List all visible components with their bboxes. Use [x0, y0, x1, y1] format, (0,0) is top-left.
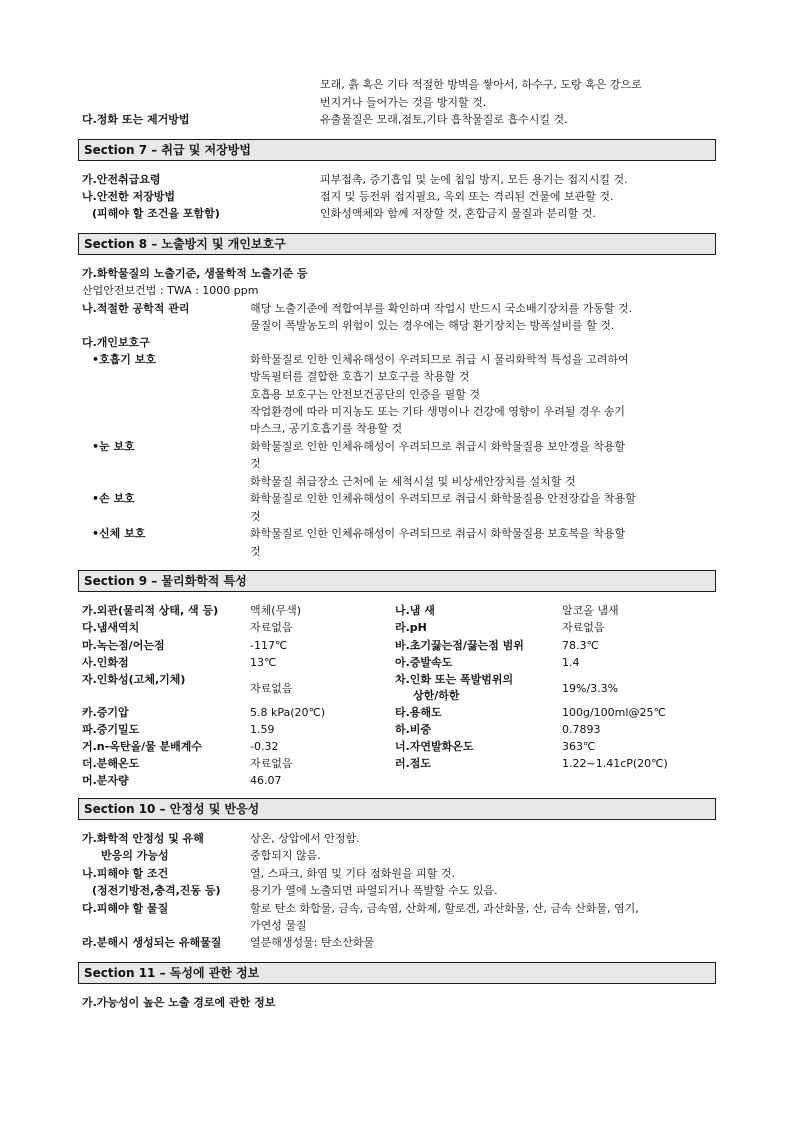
stability-text-2: 중합되지 않음. — [250, 849, 321, 862]
section-9-header: Section 9 – 물리화학적 특성 — [78, 570, 716, 592]
property-value: 19%/3.3% — [562, 682, 619, 695]
hand-text-1: 화학물질로 인한 인체유해성이 우려되므로 취급시 화학물질용 안전장갑을 착용할 — [250, 492, 636, 505]
stability-label-continued: 반응의 가능성 — [101, 849, 169, 862]
property-label: 머.분자량 — [82, 774, 129, 787]
respiratory-text-3: 호흡용 보호구는 안전보건공단의 인증을 필할 것 — [250, 388, 481, 401]
property-value: 1.22~1.41cP(20℃) — [562, 757, 668, 770]
property-label: 가.외관(물리적 상태, 색 등) — [82, 604, 219, 617]
section-11-header: Section 11 – 독성에 관한 정보 — [78, 962, 716, 984]
decomposition-products-text: 열분해생성물: 탄소산화물 — [250, 936, 375, 949]
engineering-control-text-2: 물질이 폭발농도의 위험이 있는 경우에는 해당 환기장치는 방폭설비를 할 것. — [250, 319, 615, 332]
hand-protection-label: •손 보호 — [92, 492, 135, 505]
engineering-control-text-1: 해당 노출기준에 적합여부를 확인하며 작업시 반드시 국소배기장치를 가동할 것. — [250, 302, 633, 315]
spill-prevention-text-2: 번지거나 들어가는 것을 방지할 것. — [320, 96, 487, 109]
property-label: 파.증기밀도 — [82, 723, 140, 736]
property-label: 라.pH — [395, 621, 427, 634]
body-text-2: 것 — [250, 545, 261, 558]
property-label: 하.비중 — [395, 723, 432, 736]
eye-text-3: 화학물질 취급장소 근처에 눈 세척시설 및 비상세안장치를 설치할 것 — [250, 475, 576, 488]
property-label-continued: 상한/하한 — [413, 689, 460, 702]
respiratory-protection-label: •호흡기 보호 — [92, 353, 156, 366]
safe-storage-text-1: 접지 및 등전위 접지필요, 옥외 또는 격리된 건물에 보관할 것. — [320, 190, 614, 203]
conditions-to-avoid-label: 나.피해야 할 조건 — [82, 867, 169, 880]
property-value: 자료없음 — [562, 621, 605, 634]
conditions-to-avoid-text-2: 용기가 열에 노출되면 파열되거나 폭발할 수도 있음. — [250, 884, 498, 897]
decomposition-products-label: 라.분해시 생성되는 유해물질 — [82, 936, 222, 949]
body-protection-label: •신체 보호 — [92, 527, 146, 540]
property-value: 자료없음 — [250, 682, 293, 695]
safe-storage-text-2: 인화성액체와 함께 저장할 것, 혼합금지 물질과 분리할 것. — [320, 207, 596, 220]
respiratory-text-5: 마스크, 공기호흡기를 착용할 것 — [250, 422, 403, 435]
property-value: 0.7893 — [562, 723, 601, 736]
property-value: 자료없음 — [250, 621, 293, 634]
cleanup-text: 유출물질은 모래,점토,기타 흡착물질로 흡수시킬 것. — [320, 113, 568, 126]
incompatible-materials-text-2: 가연성 물질 — [250, 919, 307, 932]
incompatible-materials-label: 다.피해야 할 물질 — [82, 902, 169, 915]
property-value: 78.3℃ — [562, 639, 599, 652]
exposure-standard-text: 산업안전보건법 : TWA : 1000 ppm — [82, 284, 259, 297]
engineering-control-label: 나.적절한 공학적 관리 — [82, 302, 190, 315]
conditions-to-avoid-text-1: 열, 스파크, 화염 및 기타 점화원을 피할 것. — [250, 867, 455, 880]
safe-handling-text: 피부접촉, 증기흡입 및 눈에 침입 방지, 모든 용기는 접지시킬 것. — [320, 173, 628, 186]
hand-text-2: 것 — [250, 510, 261, 523]
property-value: 1.59 — [250, 723, 275, 736]
property-label: 아.증발속도 — [395, 656, 453, 669]
property-label: 사.인화점 — [82, 656, 129, 669]
stability-text-1: 상온, 상압에서 안정함. — [250, 832, 360, 845]
spill-prevention-text-1: 모래, 흙 혹은 기타 적절한 방벽을 쌓아서, 하수구, 도랑 혹은 강으로 — [320, 78, 642, 91]
property-label: 더.분해온도 — [82, 757, 140, 770]
property-value: 46.07 — [250, 774, 282, 787]
property-label: 마.녹는점/어는점 — [82, 639, 165, 652]
property-value: 13℃ — [250, 656, 277, 669]
section-10-header: Section 10 – 안정성 및 반응성 — [78, 798, 716, 820]
property-label: 바.초기끓는점/끓는점 범위 — [395, 639, 524, 652]
safe-storage-sublabel: (피해야 할 조건을 포함함) — [92, 207, 220, 220]
property-value: 100g/100ml@25℃ — [562, 706, 666, 719]
respiratory-text-1: 화학물질로 인한 인체유해성이 우려되므로 취급 시 물리화학적 특성을 고려하여 — [250, 353, 629, 366]
eye-text-1: 화학물질로 인한 인체유해성이 우려되므로 취급시 화학물질용 보안경을 착용할 — [250, 440, 626, 453]
property-value: -0.32 — [250, 740, 279, 753]
property-value: -117℃ — [250, 639, 288, 652]
property-value: 알코올 냄새 — [562, 604, 619, 617]
safe-storage-label: 나.안전한 저장방법 — [82, 190, 176, 203]
property-label: 나.냄 새 — [395, 604, 435, 617]
incompatible-materials-text-1: 할로 탄소 화합물, 금속, 금속염, 산화제, 할로겐, 과산화물, 산, 금속 산화물, 염기, — [250, 902, 639, 915]
property-value: 363℃ — [562, 740, 596, 753]
property-label: 러.점도 — [395, 757, 432, 770]
ppe-label: 다.개인보호구 — [82, 336, 150, 349]
property-label: 거.n-옥탄올/물 분배계수 — [82, 740, 203, 753]
property-value: 자료없음 — [250, 757, 293, 770]
property-label: 타.용해도 — [395, 706, 442, 719]
respiratory-text-4: 작업환경에 따라 미지농도 또는 기타 생명이나 건강에 영향이 우려될 경우 송기 — [250, 405, 625, 418]
property-label: 차.인화 또는 폭발범위의 — [395, 673, 514, 686]
eye-protection-label: •눈 보호 — [92, 440, 135, 453]
section-7-header: Section 7 – 취급 및 저장방법 — [78, 139, 716, 161]
safe-handling-label: 가.안전취급요령 — [82, 173, 161, 186]
respiratory-text-2: 방독필터를 결합한 호흡기 보호구를 착용할 것 — [250, 370, 470, 383]
cleanup-label: 다.정화 또는 제거방법 — [82, 113, 190, 126]
stability-label: 가.화학적 안정성 및 유해 — [82, 832, 204, 845]
property-label: 다.냄새역치 — [82, 621, 140, 634]
property-label: 카.증기압 — [82, 706, 129, 719]
conditions-to-avoid-sublabel: (정전기방전,충격,진동 등) — [92, 884, 221, 897]
property-value: 액체(무색) — [250, 604, 302, 617]
property-value: 1.4 — [562, 656, 580, 669]
eye-text-2: 것 — [250, 457, 261, 470]
property-label: 너.자연발화온도 — [395, 740, 474, 753]
body-text-1: 화학물질로 인한 인체유해성이 우려되므로 취급시 화학물질용 보호복을 착용할 — [250, 527, 626, 540]
property-label: 자.인화성(고체,기체) — [82, 673, 186, 686]
exposure-standard-label: 가.화학물질의 노출기준, 생물학적 노출기준 등 — [82, 267, 308, 280]
exposure-route-label: 가.가능성이 높은 노출 경로에 관한 정보 — [82, 996, 276, 1009]
property-value: 5.8 kPa(20℃) — [250, 706, 326, 719]
section-8-header: Section 8 – 노출방지 및 개인보호구 — [78, 233, 716, 255]
